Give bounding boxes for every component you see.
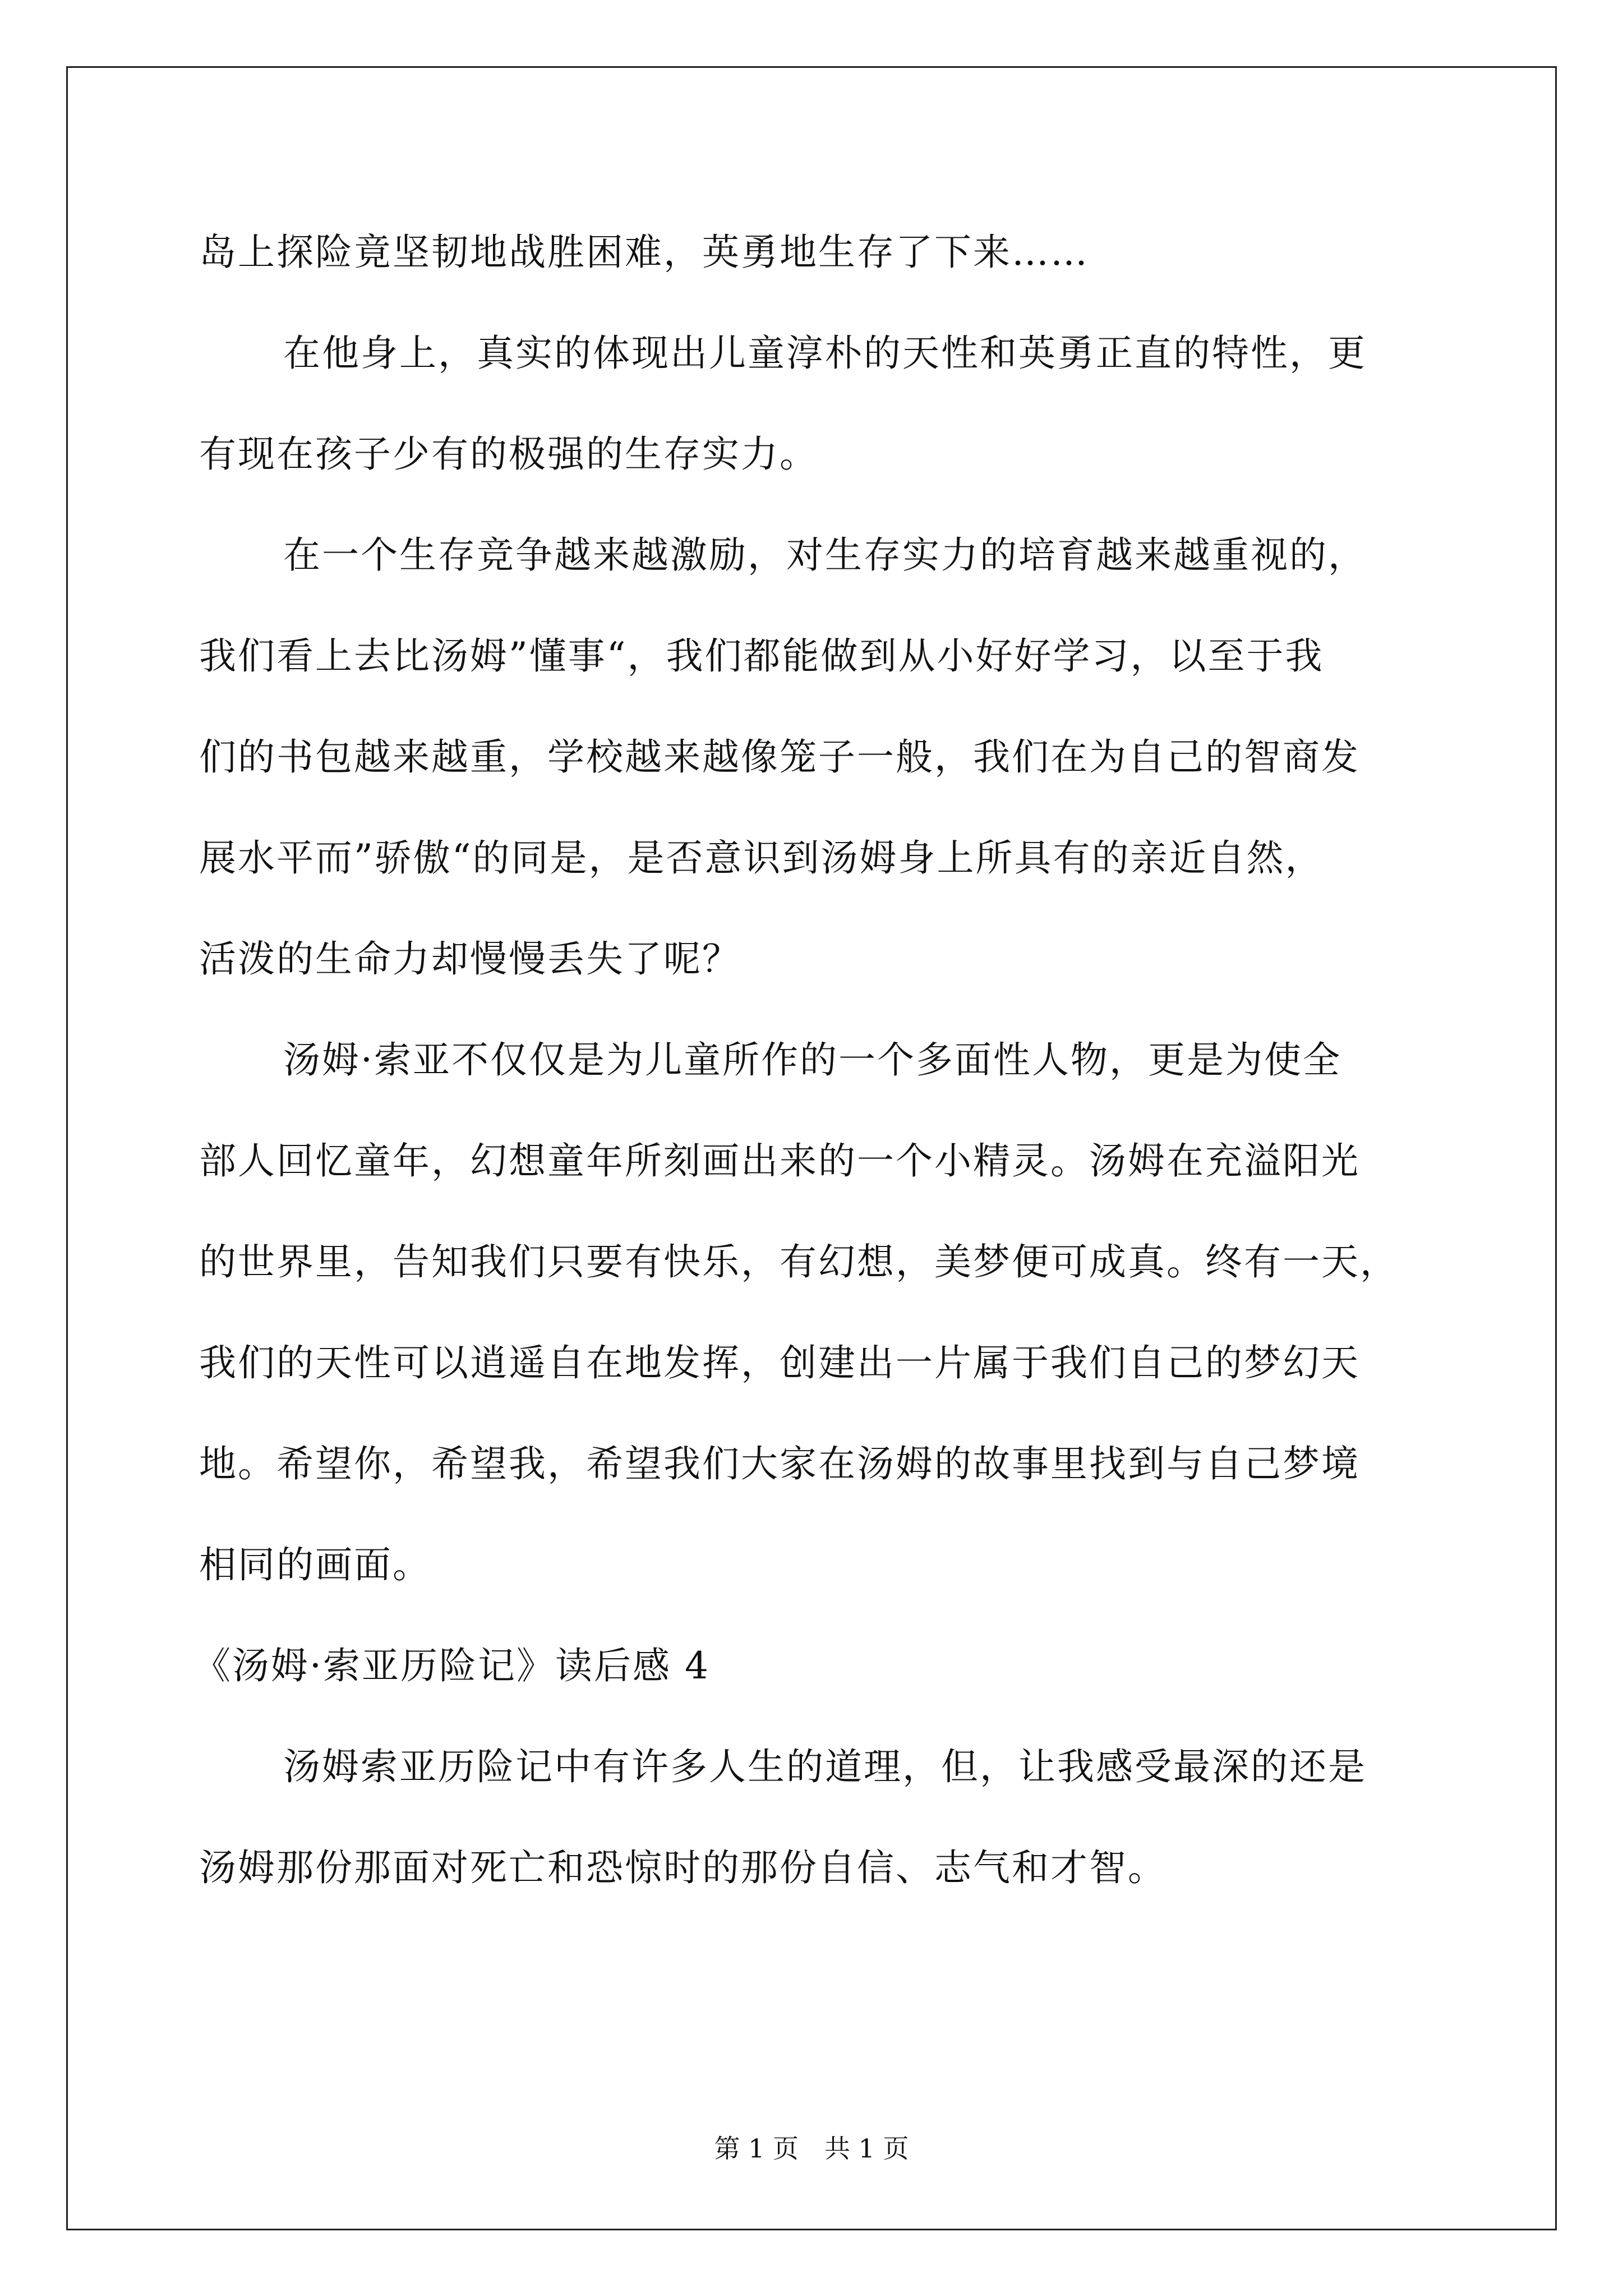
text-line: 活泼的生命力却慢慢丢失了呢？ bbox=[199, 937, 741, 981]
page-number-footer: 第 1 页 共 1 页 bbox=[714, 2133, 909, 2164]
text-line: 的世界里，告知我们只要有快乐，有幻想，美梦便可成真。终有一天， bbox=[199, 1240, 1399, 1283]
text-line: 有现在孩子少有的极强的生存实力。 bbox=[199, 432, 818, 476]
text-line: 在他身上，真实的体现出儿童淳朴的天性和英勇正直的特性，更 bbox=[283, 332, 1367, 375]
text-line: 汤姆·索亚不仅仅是为儿童所作的一个多面性人物，更是为使全 bbox=[283, 1038, 1341, 1082]
document-body bbox=[193, 216, 1433, 1932]
text-line: 我们的天性可以逍遥自在地发挥，创建出一片属于我们自己的梦幻天 bbox=[199, 1341, 1360, 1384]
text-line: 地。希望你，希望我，希望我们大家在汤姆的故事里找到与自己梦境 bbox=[199, 1442, 1360, 1485]
section-heading: 《汤姆·索亚历险记》读后感 4 bbox=[193, 1644, 710, 1687]
text-line: 相同的画面。 bbox=[199, 1543, 431, 1586]
text-line: 岛上探险竟坚韧地战胜困难，英勇地生存了下来…… bbox=[199, 231, 1089, 274]
text-line: 汤姆那份那面对死亡和恐惊时的那份自信、志气和才智。 bbox=[199, 1846, 1166, 1889]
text-line: 在一个生存竞争越来越激励，对生存实力的培育越来越重视的， bbox=[283, 533, 1367, 577]
text-line: 部人回忆童年，幻想童年所刻画出来的一个小精灵。汤姆在充溢阳光 bbox=[199, 1139, 1360, 1182]
text-line: 汤姆索亚历险记中有许多人生的道理，但，让我感受最深的还是 bbox=[283, 1745, 1367, 1788]
text-line: 展水平而”骄傲“的同是，是否意识到汤姆身上所具有的亲近自然， bbox=[199, 836, 1324, 880]
text-line: 我们看上去比汤姆”懂事“，我们都能做到从小好好学习，以至于我 bbox=[199, 634, 1324, 678]
text-line: 们的书包越来越重，学校越来越像笼子一般，我们在为自己的智商发 bbox=[199, 735, 1360, 779]
